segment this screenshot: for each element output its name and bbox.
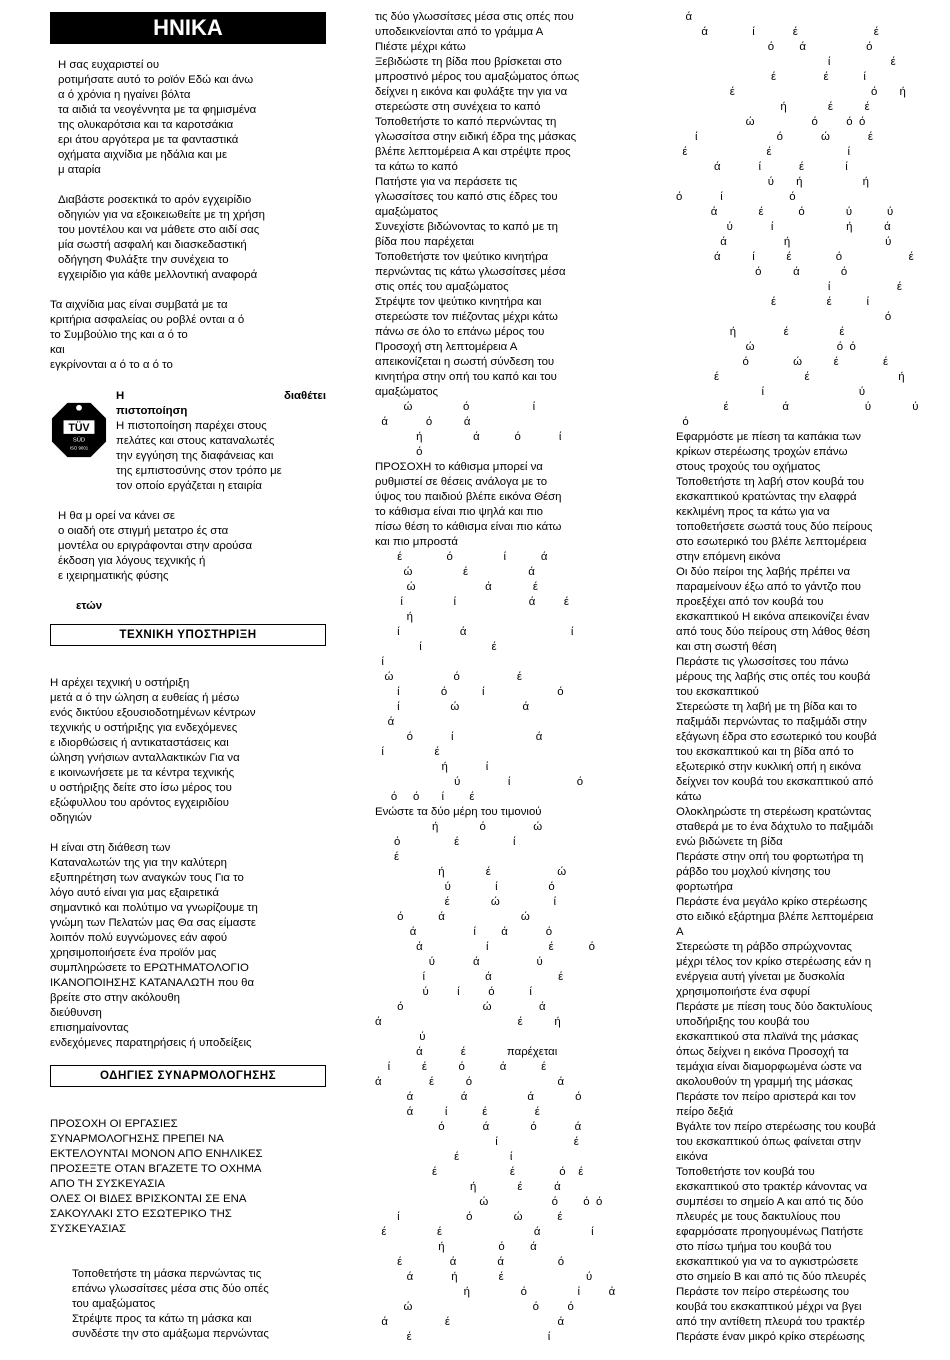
rights-paragraph: Η θα μ ορεί να κάνει σε ο οιαδή οτε στιγμή μετατρο ές στα μοντέλα ου εριγράφονται στην αρούσα έκδοση για λόγους τεχνικής ή ε ιχειρηματικής φύσης [58,510,253,582]
cert-description: Η πιστοποίηση παρέχει στους πελάτες και στους καταναλωτές την εγγύηση της διαφάνειας και της εμπιστοσύνης στον τρόπο με τον οποίο εργάζεται η εταιρία [116,420,282,492]
assembly-step-start: Τοποθετήστε τη μάσκα περνώντας τις επάνω γλωσσίτσες μέσα στις δύο οπές του αμαξώματος Στρέψτε προς τα κάτω τη μάσκα και συνδέστε την στο αμάξωμα περνώντας [72,1268,269,1340]
cert-heading-start: Η [116,390,125,402]
steering-wheel-step: Ενώστε τα δύο μέρη του τιμονιού [375,806,542,818]
intro-paragraph: Η σας ευχαριστεί ου ροτιμήσατε αυτό το ροϊόν Εδώ και άνω α ό χρόνια η ηγαίνει βόλτα τα αιδιά τα νεογέννητα με τα φημισμένα της ολυκαρότσια και τα καροτσάκια ερι άτου αργότερα με τα φανταστικά οχήματα αιχνίδια με ηδάλια και με μ αταρία [58,59,257,176]
cert-heading-end: διαθέτει [283,390,326,402]
tech-support-paragraph: Η αρέχει τεχνική υ οστήριξη μετά α ό την ώληση α ευθείας ή μέσω ενός δικτύου εξουσιοδοτημένων κέντρων τεχνικής υ οστήριξης για ενδεχόμενες ε ιδιορθώσεις ή αντικαταστάσεις και ώληση γνήσιων ανταλλακτικών Για να ε ικοινωνήσετε με τα κέντρα τεχνικής υ οστήριξης δείτε στο ίσω μέρος του εξώφυλλου του αρόντος εγχειριδίου οδηγιών [50,677,256,824]
tuv-certification-logo [50,401,108,459]
assembly-warning: ΠΡΟΣΟΧΗ ΟΙ ΕΡΓΑΣΙΕΣ ΣΥΝΑΡΜΟΛΟΓΗΣΗΣ ΠΡΕΠΕΙ ΝΑ ΕΚΤΕΛΟΥΝΤΑΙ ΜΟΝΟΝ ΑΠΟ ΕΝΗΛΙΚΕΣ ΠΡΟΣΕΞΤΕ ΟΤΑΝ ΒΓΑΖΕΤΕ ΤΟ ΟΧΗΜΑ ΑΠΟ ΤΗ ΣΥΣΚΕΥΑΣΙΑ ΟΛΕΣ ΟΙ ΒΙΔΕΣ ΒΡΙΣΚΟΝΤΑΙ ΣΕ ΕΝΑ ΣΑΚΟΥΛΑΚΙ ΣΤΟ ΕΣΩΤΕΡΙΚΟ ΤΗΣ ΣΥΣΚΕΥΑΣΙΑΣ [50,1118,263,1235]
svg-text:SÜD: SÜD [72,437,86,444]
customer-feedback-paragraph: Η είναι στη διάθεση των Καταναλωτών της για την καλύτερη εξυπηρέτηση των αναγκών τους Για το λόγο αυτό είναι για μας εξαιρετικά σημαντικό και πολύτιμο να γνωρίζουμε τη γνώμη των Πελατών μας Θα σας είμαστε λοιπόν πολύ ευγνώμονες εάν αφού χρησιμοποιήσετε ένα προϊόν μας συμπληρώσετε το ΕΡΩΤΗΜΑΤΟΛΟΓΙΟ ΙΚΑΝΟΠΟΙΗΣΗΣ ΚΑΤΑΝΑΛΩΤΗ που θα βρείτε στο στην ακόλουθη διεύθυνση επισημαίνοντας ενδεχόμενες παρατηρήσεις ή υποδείξεις [50,842,258,1049]
text-fragments-b: έ ό ί ά ώ έ ά ώ ά έ ί ί ά έ ή ί ά ί ί έ ί ώ ό έ ί ό ί ό ί ώ ά ά ό ί ά ί έ ή ί ύ ί ό ό ό ί έ [381,551,584,803]
assembly-heading: ΟΔΗΓΙΕΣ ΣΥΝΑΡΜΟΛΟΓΗΣΗΣ [50,1065,326,1087]
page-title: ΗΝΙΚΑ [50,12,326,44]
years-label: ετών [76,600,103,612]
safety-paragraph: Τα αιχνίδια μας είναι συμβατά με τα κριτήρια ασφαλείας ου ροβλέ ονται α ό το Συμβούλιο της και α ό το και εγκρίνονται α ό το α ό το [50,299,245,371]
read-manual-paragraph: Διαβάστε ροσεκτικά το αρόν εγχειρίδιο οδηγιών για να εξοικειωθείτε με τη χρήση του μοντέλου και να μάθετε στο αιδί σας μία σωστή ασφαλή και διασκεδαστική οδήγηση Φυλάξτε την συνέχεια το εγχειρίδιο για κάθε μελλοντική αναφορά [58,194,265,281]
assembly-steps-middle: τις δύο γλωσσίτσες μέσα στις οπές που υποδεικνείονται από το γράμμα Α Πιέστε μέχρι κάτω Ξεβιδώστε τη βίδα που βρίσκεται στο μπροστινό μέρος του αμαξώματος όπως δείχνει η εικόνα και φυλάξτε την για να στερεώστε στη συνέχεια το καπό Τοποθετήστε το καπό περνώντας τη γλωσσίτσα στην ειδική έδρα της μάσκας βλέπε λεπτομέρεια Α και στρέψτε προς τα κάτω το καπό Πατήστε για να περάσετε τις γλωσσίτσες του καπό στις έδρες του αμαξώματος Συνεχίστε βιδώνοντας το καπό με τη βίδα που παρέχεται Τοποθετήστε τον ψεύτικο κινητήρα περνώντας τις κάτω γλωσσίτσες μέσα στις οπές του αμαξώματος Στρέψτε τον ψεύτικο κινητήρα και στερεώστε τον πιέζοντας μέχρι κάτω πάνω σε όλο το επάνω μέρος του Προσοχή στη λεπτομέρεια Α απεικονίζεται η σωστή σύνδεση του κινητήρα στην οπή του καπό και του αμαξώματος [375,11,580,398]
text-fragments-right: ά ά ί έ έ ό ά ό ί έ έ έ ί έ ό ή ή έ έ ώ ό ό ό ί ό ώ έ έ έ ί ά ί έ ί ύ ή ή ό ί ό ά έ ό ύ ύ ύ ί ή ά ά ή ύ ά ί έ ό έ ό ά ό ί έ έ έ ί ό ή έ έ ώ ό ό ό ώ έ έ έ έ ή ί ύ έ ά ύ ύ ό [676,11,919,428]
assembly-steps-right: Εφαρμόστε με πίεση τα καπάκια των κρίκων στερέωσης τροχών επάνω στους τροχούς του οχήματος Τοποθετήστε τη λαβή στον κουβά του εκσκαπτικού κρατώντας την ελαφρά κεκλιμένη προς τα κάτω για να τοποθετήσετε σωστά τους δύο πείρους στο εσωτερικό του βλέπε λεπτομέρεια στην επόμενη εικόνα Οι δύο πείροι της λαβής πρέπει να παραμείνουν έξω από το γάντζο που προεξέχει από τον κουβά του εκσκαπτικού Η εικόνα απεικονίζει έναν από τους δύο πείρους στη λάθος θέση και στη σωστή θέση Περάστε τις γλωσσίτσες του πάνω μέρους της λαβής στις οπές του κουβά του εκσκαπτικού Στερεώστε τη λαβή με τη βίδα και το παξιμάδι περνώντας το παξιμάδι στην εξάγωνη έδρα στο εσωτερικό του κουβά του εκσκαπτικού και τη βίδα από το εξωτερικό στην κυκλική οπή η εικόνα δείχνει τον κουβά του εκσκαπτικού από κάτω Ολοκληρώστε τη στερέωση κρατώντας σταθερά με το ένα δάχτυλο το παξιμάδι ενώ βιδώνετε τη βίδα Περάστε στην οπή του φορτωτήρα τη ράβδο του μοχλού κίνησης του φορτωτήρα Περάστε ένα μεγάλο κρίκο στερέωσης στο ειδικό εξάρτημα βλέπε λεπτομέρεια Α Στερεώστε τη ράβδο σπρώχνοντας μέχρι τέλος τον κρίκο στερέωσης εάν η ενέργεια αυτή γίνεται με δυσκολία χρησιμοποιήστε ένα σφυρί Περάστε με πίεση τους δύο δακτυλίους υποδήριξης του κουβά του εκσκαπτικού στα πλαϊνά της μάσκας όπως δείχνει η εικόνα Προσοχή τα τεμάχια είναι διαμορφωμένα ώστε να ακολουθούν τη γραμμή της μάσκας Περάστε τον πείρο αριστερά και τον πείρο δεξιά Βγάλτε τον πείρο στερέωσης του κουβά του εκσκαπτικού όπως φαίνεται στην εικόνα Τοποθετήστε τον κουβά του εκσκαπτικού στο τρακτέρ κάνοντας να συμπέσει το σημείο Α και από τις δύο πλευρές με τους δακτυλίους που εφαρμόσατε προηγουμένως Πατήστε στο πίσω τμήμα του κουβά του εκσκαπτικού για να το αγκιστρώσετε στο σημείο Β και από τις δύο πλευρές Περάστε τον πείρο στερέωσης του κουβά του εκσκαπτικού μέχρι να βγει από την αντίθετη πλευρά του τρακτέρ Περάστε έναν μικρό κρίκο στερέωσης [676,431,877,1343]
column-right [676,10,930,1350]
cert-heading-line2: πιστοποίηση [116,405,188,417]
column-left [50,10,326,1350]
svg-text:TÜV: TÜV [68,421,90,434]
column-middle [375,10,631,1350]
certification-text-block [116,389,326,494]
svg-text:ISO 9001: ISO 9001 [69,445,89,451]
text-fragments-c: ή ό ώ ό έ ί έ ή έ ώ ύ ί ό έ ώ ί ό ά ώ ά ί ά ό ά ί έ ό ύ ά ύ ί ά έ ύ ί ό ί ό ώ ά ά έ ή ύ ά έ παρέχεται ί έ ό ά έ ά έ ό ά ά ά ά ό ά ί έ έ ό ά ό ά ί έ έ ί έ έ ό έ ή έ ά ώ ό ό ό ί ό ώ έ έ έ ά ί ή ό ά έ ά ά ό ά ή έ ύ ή ό ί ά ώ ό ό ά έ ά έ ί [375,821,616,1343]
seat-adjustment-note: ΠΡΟΣΟΧΗ το κάθισμα μπορεί να ρυθμιστεί σε θέσεις ανάλογα με το ύψος του παιδιού βλέπε εικόνα Θέση το κάθισμα είναι πιο ψηλά και πιο πίσω θέση το κάθισμα είναι πιο κάτω και πιο μπροστά [375,461,562,548]
text-fragments-a: ώ ό ί ά ό ά ή ά ό ί ό [381,401,562,458]
tech-support-heading: ΤΕΧΝΙΚΗ ΥΠΟΣΤΗΡΙΞΗ [50,624,326,646]
certification-section [50,389,326,494]
